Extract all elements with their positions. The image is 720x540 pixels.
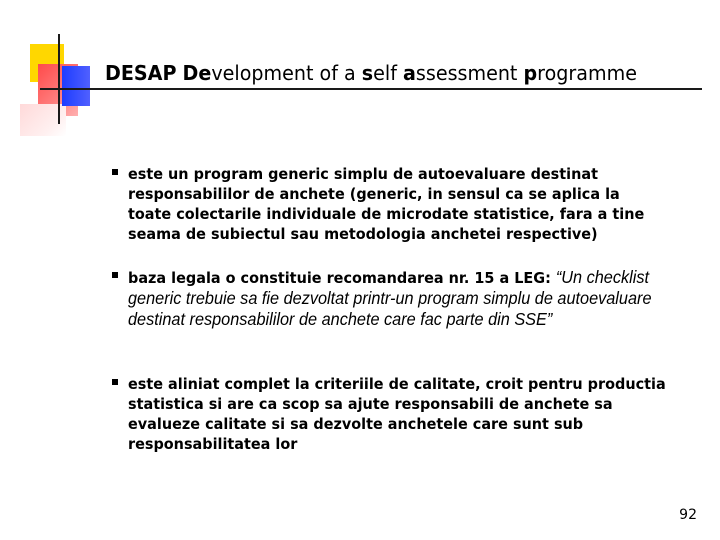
- bullet-square-icon: [112, 379, 118, 385]
- title-initial: s: [361, 61, 374, 85]
- title-rest: elf: [373, 61, 404, 85]
- title-rest: ssessment: [415, 61, 524, 85]
- blue-decor-square: [62, 66, 90, 106]
- slide-title: [105, 61, 637, 85]
- horizontal-rule: [40, 88, 702, 90]
- bullet-lead: baza legala o constituie recomandarea nr. 15 a LEG:: [128, 269, 556, 287]
- page-number: 92: [679, 507, 697, 523]
- title-rest: velopment of a: [211, 61, 362, 85]
- title-acronym: DESAP: [105, 61, 177, 85]
- title-initial: a: [403, 61, 416, 85]
- bullet-square-icon: [112, 169, 118, 175]
- bullet-quote: “Un checklist generic trebuie sa fie dezvoltat printr-un program simplu de autoevaluare destinat responsabililor de anchete care fac parte din SSE”: [128, 267, 652, 329]
- vertical-rule: [58, 34, 60, 124]
- title-initial: De: [182, 61, 212, 85]
- title-rest: rogramme: [537, 61, 637, 85]
- bullet-text: [128, 267, 667, 330]
- bullet-text: este aliniat complet la criteriile de calitate, croit pentru productia statistica si are ca scop sa ajute responsabili de anchete sa evalueze calitate si sa dezvolte anchetele care sunt sub responsabilitatea lor: [128, 375, 666, 453]
- bullet-square-icon: [112, 272, 118, 278]
- title-initial: p: [523, 61, 538, 85]
- bullet-text: este un program generic simplu de autoevaluare destinat responsabililor de anchete (generic, in sensul ca se aplica la toate colectarile individuale de microdate statistice, fara a tine seama de subiectul sau metodologia anchetei respective): [128, 165, 645, 243]
